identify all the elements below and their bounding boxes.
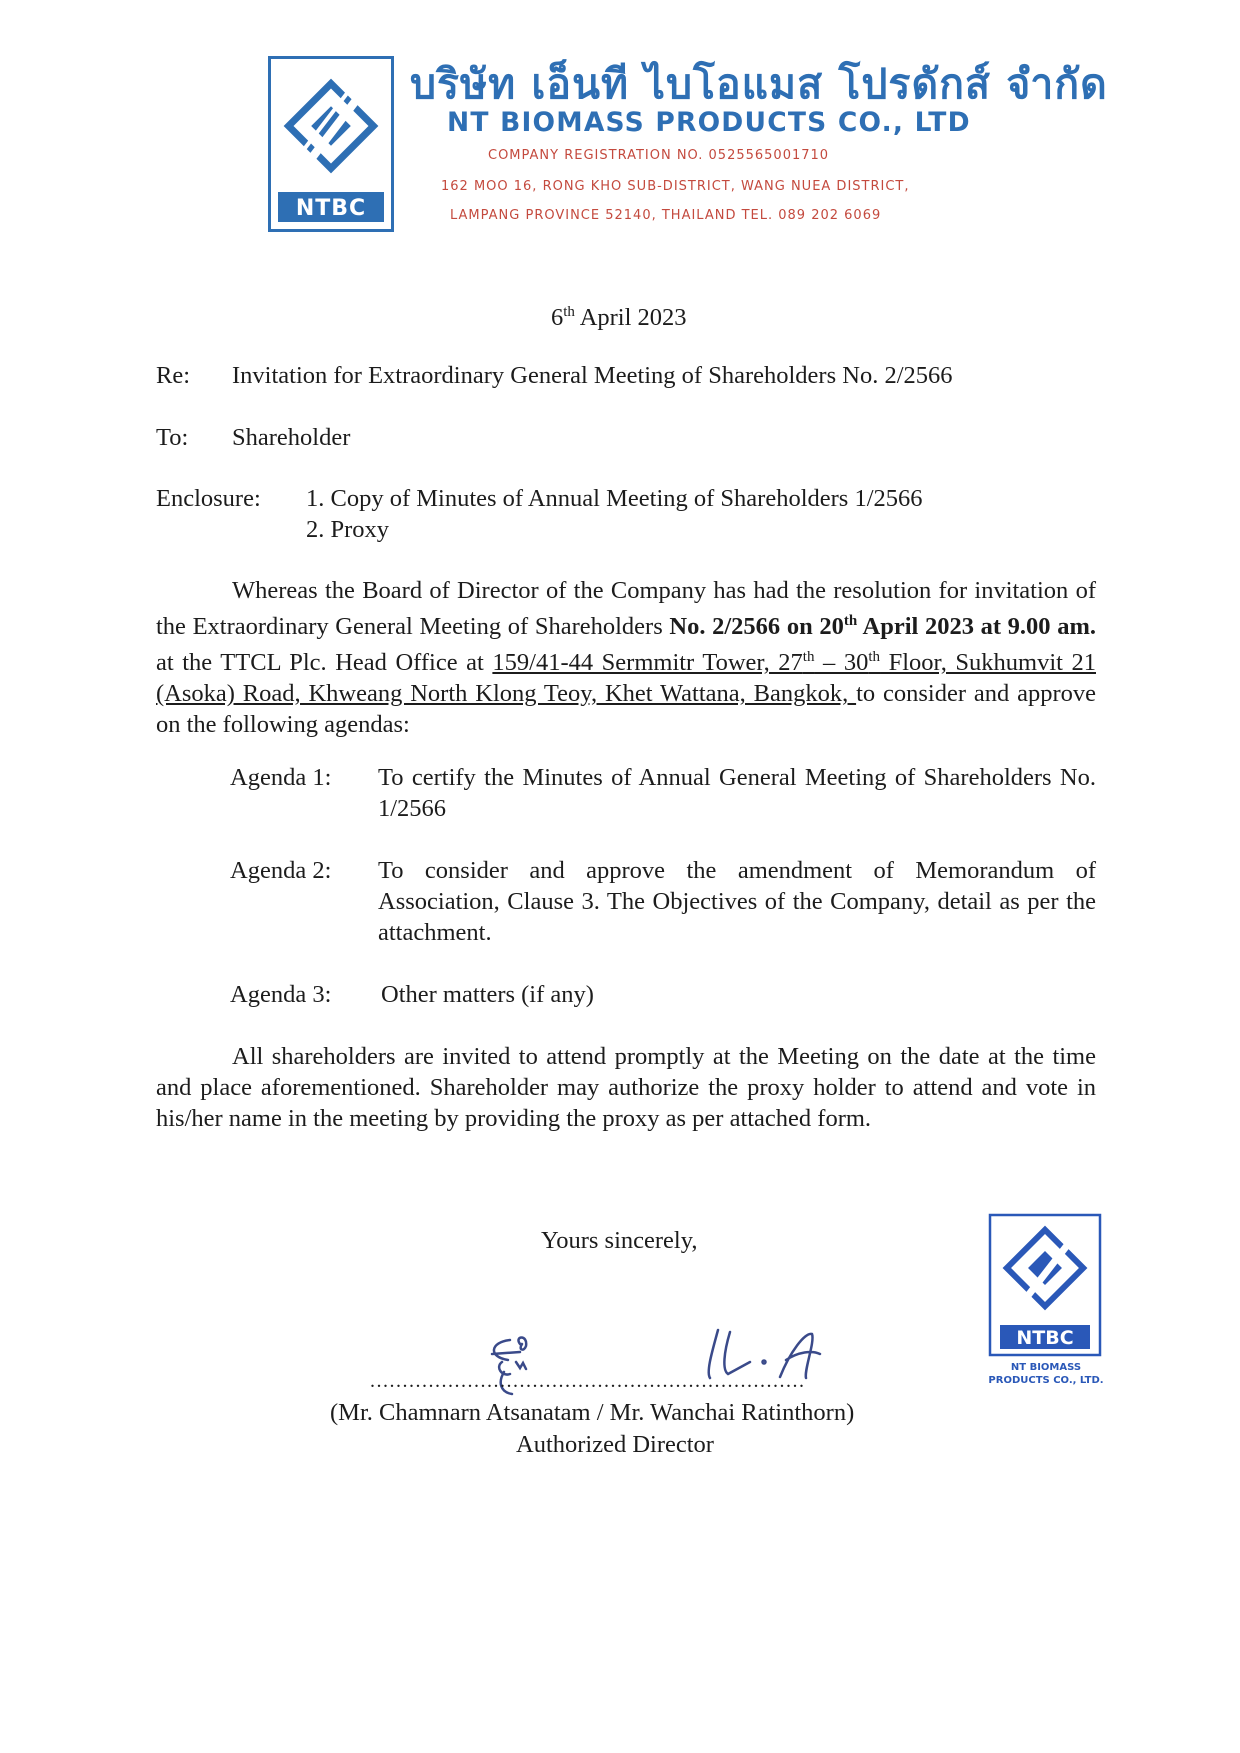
address-line-1: 162 MOO 16, RONG KHO SUB-DISTRICT, WANG NUEA DISTRICT, (441, 179, 910, 194)
to-label: To: (156, 424, 189, 451)
agenda-3-text: Other matters (if any) (381, 981, 594, 1008)
enclosure-item-2: 2. Proxy (306, 516, 390, 543)
agenda-2-text: To consider and approve the amendment of Memorandum of Association, Clause 3. The Objectives of the Company, detail as per the attachment. (378, 857, 1096, 946)
company-stamp (976, 1205, 1116, 1395)
signatories: (Mr. Chamnarn Atsanatam / Mr. Wanchai Ratinthorn) (330, 1399, 855, 1426)
enclosure-label: Enclosure: (156, 485, 261, 512)
stamp-logo-text: NTBC (1016, 1327, 1074, 1349)
address-line-2: LAMPANG PROVINCE 52140, THAILAND TEL. 089 202 6069 (450, 208, 882, 223)
closing: Yours sincerely, (541, 1227, 698, 1254)
attendance-paragraph: All shareholders are invited to attend promptly at the Meeting on the date at the time and place aforementioned. Shareholder may authorize the proxy holder to attend and vote in his/her name in the meeting by providing the proxy as per attached form. (156, 1043, 1096, 1132)
company-name-thai: บริษัท เอ็นที ไบโอแมส โปรดักส์ จำกัด (410, 60, 1108, 108)
re-text: Invitation for Extraordinary General Meeting of Shareholders No. 2/2566 (232, 362, 953, 389)
meeting-venue: 159/41-44 Sermmitr Tower, 27th – 30th Floor, Sukhumvit 21 (Asoka) Road, Khweang North Klong Teoy, Khet Wattana, Bangkok, (156, 649, 1096, 708)
company-name-english: NT BIOMASS PRODUCTS CO., LTD (447, 107, 971, 138)
enclosure-item-1: 1. Copy of Minutes of Annual Meeting of Shareholders 1/2566 (306, 485, 923, 512)
stamp-line-1: NT BIOMASS (1010, 1362, 1082, 1373)
letter-date: 6th April 2023 (551, 304, 687, 332)
re-label: Re: (156, 362, 191, 389)
stamp-line-2: PRODUCTS CO., LTD. (988, 1375, 1104, 1386)
agenda-3-label: Agenda 3: (230, 981, 332, 1008)
agenda-1-text: To certify the Minutes of Annual General Meeting of Shareholders No. 1/2566 (378, 764, 1096, 822)
signatory-title: Authorized Director (516, 1431, 714, 1458)
invitation-paragraph: Whereas the Board of Director of the Company has had the resolution for invitation of the Extraordinary General Meeting of Shareholders No. 2/2566 on 20th April 2023 at 9.00 am. at the TTCL Plc. Head Office at 159/41-44 Sermmitr Tower, 27th – 30th Floor, Sukhumvit 21 (Asoka) Road, Khweang North Klong Teoy, Khet Wattana, Bangkok, to consider and approve on the following agendas: (156, 577, 1096, 739)
to-text: Shareholder (232, 424, 351, 451)
logo-text: NTBC (295, 196, 367, 221)
signature-line: ................................................................... (370, 1370, 806, 1392)
agenda-2-label: Agenda 2: (230, 857, 332, 884)
company-logo (268, 56, 394, 232)
registration-number: COMPANY REGISTRATION NO. 0525565001710 (488, 148, 830, 163)
agenda-1-label: Agenda 1: (230, 764, 332, 791)
